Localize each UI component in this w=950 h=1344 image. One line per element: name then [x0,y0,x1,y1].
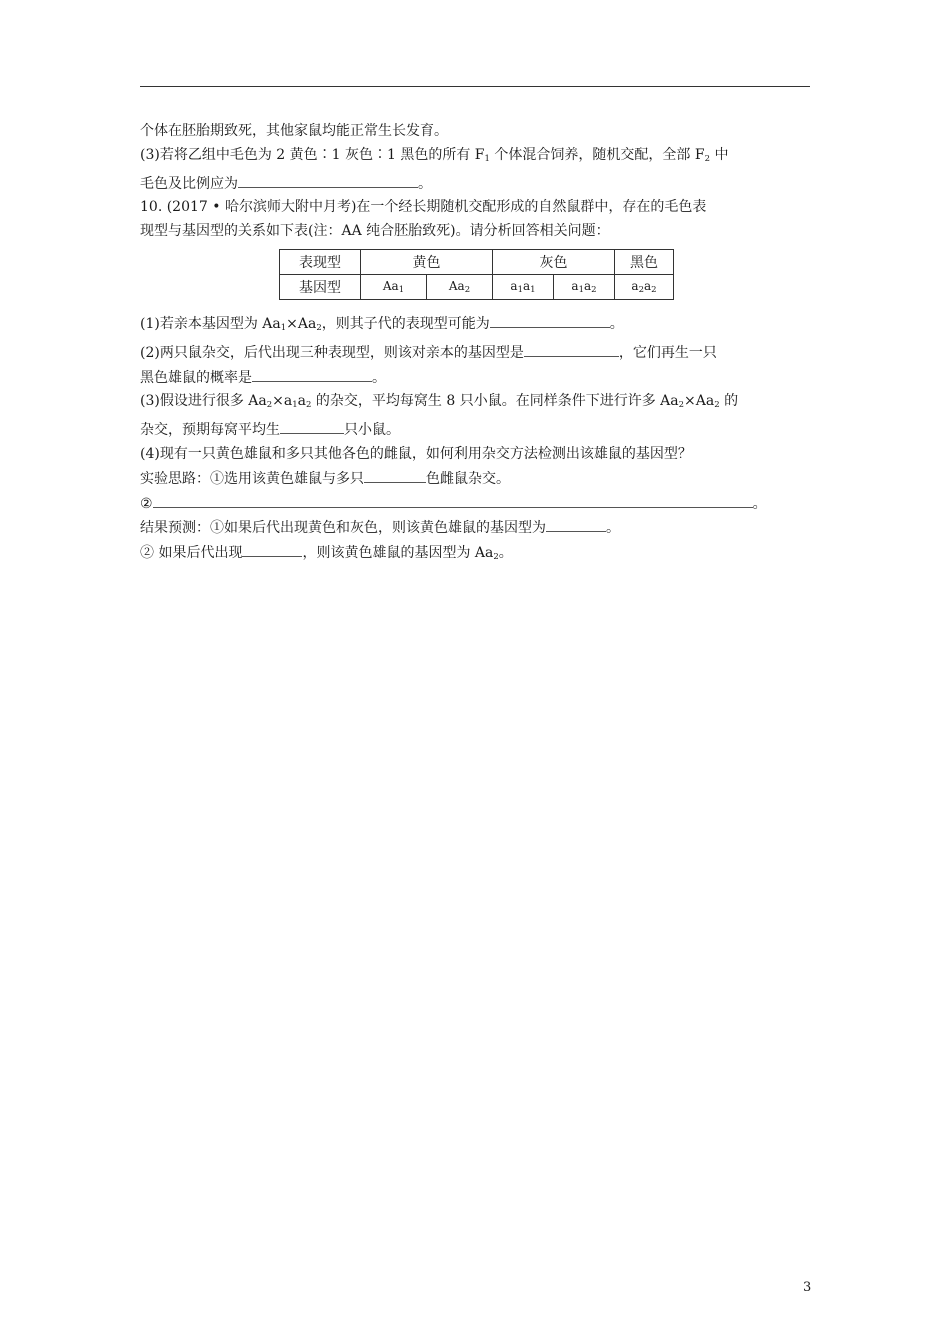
text: 个体混合饲养，随机交配，全部 F [489,146,705,163]
phenotype-genotype-table [279,249,674,300]
text-line [140,144,810,172]
text-line [140,120,810,144]
table-row [280,275,674,300]
text-line [140,341,810,366]
answer-blank[interactable] [280,418,344,434]
subscript: 2 [714,400,720,411]
text: ×a [272,393,293,410]
text: 杂交，预期每窝平均生 [140,422,280,439]
page-content [140,120,810,570]
subscript: 1 [517,285,523,295]
text: 。 [609,315,624,332]
text: 。 [498,545,513,562]
subscript: 2 [493,552,499,563]
text: a [510,279,518,293]
text-line [140,516,810,541]
answer-blank[interactable] [153,492,753,508]
table-row [280,250,674,275]
text: 毛色及比例应为 [140,175,238,192]
text: (3)假设进行很多 Aa [140,393,267,410]
answer-blank[interactable] [238,172,418,188]
subscript: 1 [578,285,584,295]
table-cell [361,275,427,300]
subscript: 2 [651,285,657,295]
text: Aa [382,279,399,293]
text: 个体在胚胎期致死，其他家鼠均能正常生长发育。 [140,123,448,139]
text-line [140,443,810,467]
table-cell [554,275,615,300]
subscript: 1 [530,285,536,295]
text-line [140,541,810,570]
text: 的杂交，平均每窝生 8 只小鼠。在同样条件下进行许多 Aa [311,393,679,410]
text-line [140,312,810,341]
header-rule [140,86,810,87]
table-cell: 基因型 [280,275,361,300]
subscript: 2 [591,285,597,295]
text: Aa [448,279,465,293]
text-line [140,467,810,492]
table-cell [493,275,554,300]
text: a [297,393,307,410]
question-heading: 10. (2017 • 哈尔滨师大附中月考)在一个经长期随机交配形成的自然鼠群中，存在的毛色表 [140,199,707,216]
text: 只小鼠。 [344,422,400,439]
text: ② [140,495,153,512]
subscript: 2 [464,285,471,295]
subscript: 2 [678,400,685,411]
text: ，则其子代的表现型可能为 [321,315,490,332]
text: a [584,279,592,293]
subscript: 1 [292,400,298,411]
text-line [140,172,810,197]
subscript: 2 [316,322,322,333]
text: ，则该黄色雄鼠的基因型为 Aa [302,545,494,562]
subscript: 2 [704,153,710,164]
text-line [140,196,810,220]
text: a [523,279,531,293]
text-line [140,366,810,391]
table-header-cell: 黑色 [615,250,674,275]
text: (4)现有一只黄色雄鼠和多只其他各色的雌鼠，如何利用杂交方法检测出该雄鼠的基因型？ [140,445,692,462]
text: 黑色雄鼠的概率是 [140,369,252,386]
subscript: 1 [398,285,405,295]
answer-blank[interactable] [524,341,619,357]
text-line [140,390,810,418]
text: 。 [418,175,432,192]
text: (1)若亲本基因型为 Aa [140,315,281,332]
text: (3)若将乙组中毛色为 2 黄色∶1 灰色∶1 黑色的所有 F [140,146,485,163]
text: 。 [752,495,767,512]
text-line [140,418,810,443]
page-number: 3 [803,1280,812,1295]
table-header-cell: 灰色 [493,250,615,275]
text: 色雌鼠杂交。 [426,470,510,487]
text: (2)两只鼠杂交，后代出现三种表现型，则该对亲本的基因型是 [140,344,524,361]
text: 中 [710,146,729,163]
text: a [631,279,639,293]
table-header-cell: 黄色 [361,250,493,275]
table-cell [615,275,674,300]
text: a [571,279,579,293]
text: 。 [372,369,386,386]
subscript: 2 [306,400,312,411]
text: ，它们再生一只 [618,344,717,361]
text: 现型与基因型的关系如下表(注：AA 纯合胚胎致死)。请分析回答相关问题： [140,223,610,240]
text: 实验思路：①选用该黄色雄鼠与多只 [140,470,364,487]
text: a [644,279,652,293]
table-header-cell: 表现型 [280,250,361,275]
answer-blank[interactable] [490,312,610,328]
answer-blank[interactable] [546,516,606,532]
subscript: 2 [266,400,273,411]
text: 结果预测：①如果后代出现黄色和灰色，则该黄色雄鼠的基因型为 [140,520,546,537]
text-line [140,220,810,244]
text: ×Aa [684,393,715,410]
text: 。 [606,520,620,537]
text: ×Aa [286,315,317,332]
answer-blank[interactable] [364,467,426,483]
subscript: 1 [484,153,490,164]
text: ② 如果后代出现 [140,545,243,562]
answer-blank[interactable] [252,366,372,382]
text-line [140,492,810,517]
subscript: 2 [638,285,644,295]
table-cell [427,275,493,300]
answer-blank[interactable] [242,541,302,557]
subscript: 1 [280,322,287,333]
text: 的 [719,393,739,410]
